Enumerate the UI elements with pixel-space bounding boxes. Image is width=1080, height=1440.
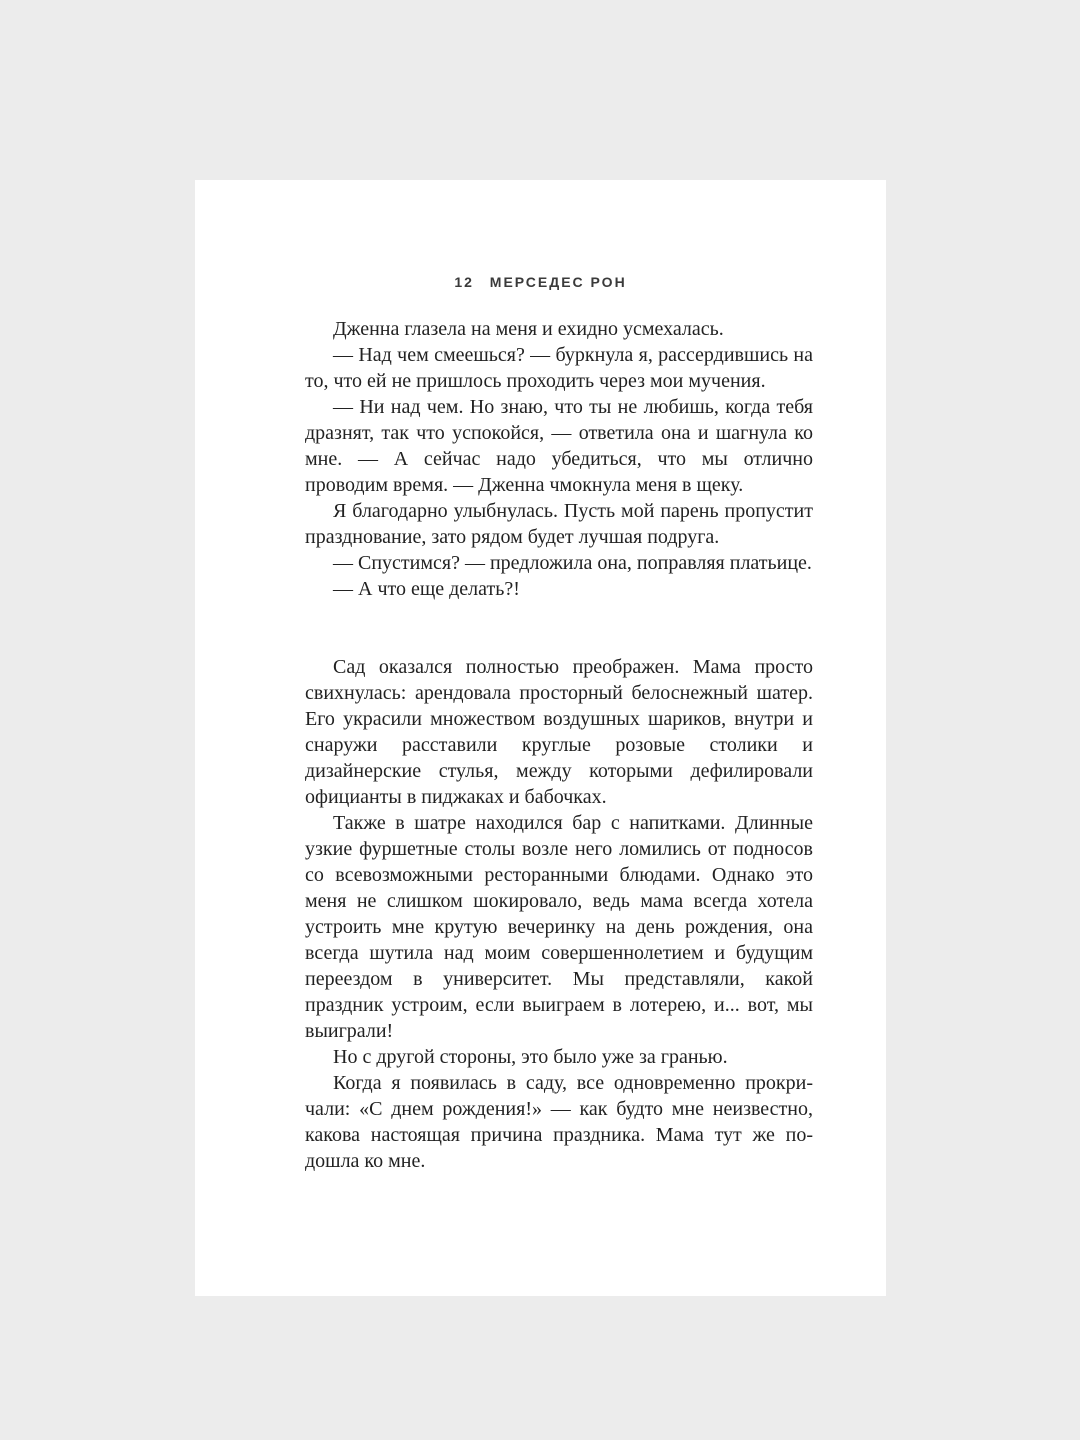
paragraph: Дженна глазела на меня и ехидно усмехалась. [333, 318, 724, 340]
running-head [195, 272, 886, 292]
paragraph: — А что еще делать?! [333, 578, 520, 600]
section-break [305, 628, 813, 654]
paragraph: — Ни над чем. Но знаю, что ты не любишь, когда тебя дразнят, так что успокойся, — ответила она и шагнула ко мне. — А сейчас надо убедиться, что мы отлично проводим время. — Дженна чмокнула меня в щеку. [305, 396, 813, 496]
book-page [195, 180, 886, 1296]
page-number: 12 [454, 274, 474, 290]
paragraph: Я благодарно улыбнулась. Пусть мой парень пропустит празднование, зато рядом будет лучшая подруга. [305, 500, 813, 548]
paragraph: Сад оказался полностью преображен. Мама просто свихнулась: арендовала просторный белоснежный шатер. Его украсили множеством воздушных шариков, внутри и снаружи расставили круглые розовые столики и дизайнерские стулья, между которыми дефилировали официанты в пиджаках и бабочках. [305, 656, 813, 808]
paragraph: Также в шатре находился бар с напитками. Длинные узкие фуршетные столы возле него ломились от подносов со всевозможными ресторанными блюдами. Однако это меня не слишком шокировало, ведь мама всегда хотела устроить мне крутую вечеринку на день рождения, она всегда шутила над моим совершеннолетием и будущим переездом в университет. Мы представляли, какой праздник устроим, если выиграем в лотерею, и... вот, мы выиграли! [305, 812, 813, 1042]
section-break [305, 602, 813, 628]
body-text [305, 316, 813, 1174]
paragraph: — Над чем смеешься? — буркнула я, рассердившись на то, что ей не пришлось проходить через мои мучения. [305, 344, 813, 392]
paragraph: — Спустимся? — предложила она, поправляя платьице. [333, 552, 812, 574]
author-name: МЕРСЕДЕС РОН [489, 274, 627, 290]
paragraph: Но с другой стороны, это было уже за гранью. [333, 1046, 728, 1068]
paragraph: Когда я появилась в саду, все одновременно прокричали: «С днем рождения!» — как будто мне неизвестно, какова настоящая причина праздника. Мама тут же подошла ко мне. [305, 1072, 813, 1172]
